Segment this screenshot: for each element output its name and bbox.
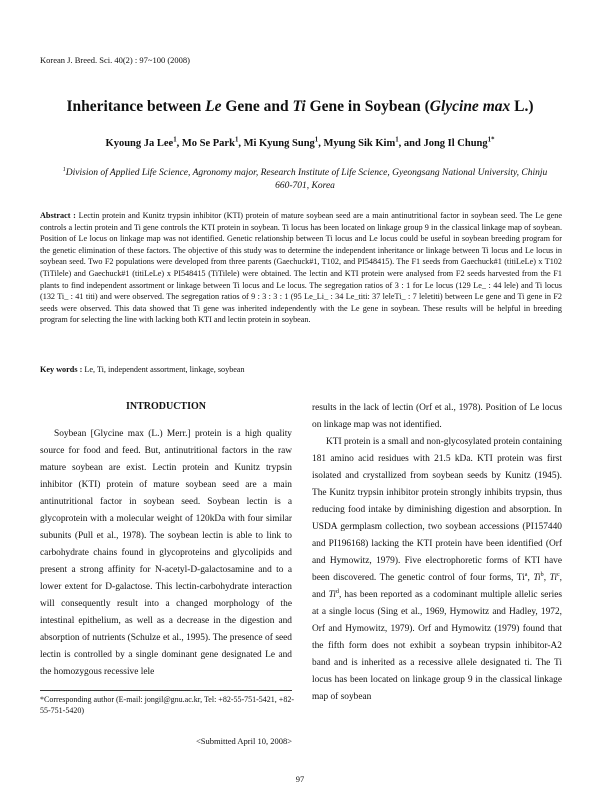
author-separator: , — [176, 138, 182, 149]
allele: Ti — [549, 573, 557, 583]
author-separator: , — [238, 138, 244, 149]
title-part: Gene and — [221, 98, 293, 115]
body-paragraph: KTI protein is a small and non-glycosylated protein containing 181 amino acid residues with 21.5 kDa. KTI protein was first isolated and crystallized from soybean seeds by Kunitz (1945). The Kunitz trypsin inhibitor protein strongly inhibits trypsin, thus reducing food intake by diminishing digestion and absorption. In USDA germplasm collection, two soybean accessions (PI157440 and PI196168) lacking the KTI protein have been identified (Orf and Hymowitz, 1979). Five electrophoretic forms of KTI have been discovered. The genetic control of four forms, Ti$^a$, Ti$^b$, Ti$^c$, and Ti$^d$, has been reported as a codominant multiple allelic series at a single locus (Sing et al., 1969, Hymowitz and Hadley, 1972, Orf and Hymowitz, 1979). Orf and Hymowitz (1979) found that the fifth form does not exhibit a soybean trypsin inhibitor-A2 band and is inherited as a recessive allele designated ti. The Ti locus has been located on linkage group 9 in the classical linkage map of soybean — [312, 437, 563, 702]
author-affil-mark: 1 — [234, 136, 239, 144]
abstract-text: Lectin protein and Kunitz trypsin inhibitor (KTI) protein of mature soybean seed are a main antinutritional factor in soybean seed. The Le gene controls a lectin protein and Ti gene controls the KTI protein in soybean. Ti locus has been located on linkage group 9 in the classical linkage map of soybean. Position of Le locus on linkage map was not identified. Genetic relationship between Ti locus and Le locus could be useful in soybean breeding program for the genetic elimination of these factors. The objective of this study was to determine the independent inheritance or linkage between Ti locus and Le locus in soybean seed. Two F2 populations were developed from three parents (Gaechuck#1, T102, and PI548415). The F1 seeds from Gaechuck#1 (titiLeLe) x T102 (TiTilele) and Gaechuck#1 (titiLeLe) x PI548415 (TiTilele) were obtained. The lectin and KTI protein were analysed from F2 seeds harvested from the F1 plants to find independent assortment or linkage between Ti locus and Le locus. The segregation ratios of 3 : 1 for Le locus (129 Le_ : 44 lele) and Ti locus (132 Ti_ : 41 titi) and were observed. The segregation ratios of 9 : 3 : 3 : 1 (95 Le_Li_ : 34 Le_titi: 37 leleTi_ : 7 leletiti) between Le gene and Ti gene in F2 seeds were observed. This data showed that Ti gene was inherited independently with the Le gene in soybean. These results will be helpful in breeding program for selecting the line with lacking both KTI and lectin protein in soybean. — [40, 211, 562, 325]
abstract-label: Abstract : — [40, 211, 79, 220]
allele-sup: c — [556, 571, 560, 578]
allele-sup: b — [540, 571, 544, 578]
keywords — [40, 365, 562, 374]
author-name: Mo Se Park — [181, 138, 235, 149]
affiliation-mark: 1 — [62, 166, 66, 173]
title-species: Glycine max — [429, 98, 511, 115]
title-part: L.) — [510, 98, 534, 115]
affiliation — [60, 167, 550, 193]
title-gene-le: Le — [205, 98, 222, 115]
title-part: Inheritance between — [66, 98, 206, 115]
author-name: Mi Kyung Sung — [243, 138, 315, 149]
title-part: Gene in Soybean ( — [305, 98, 430, 115]
journal-citation: Korean J. Breed. Sci. 40(2) : 97~100 (2008) — [40, 55, 191, 65]
author-separator: , — [318, 138, 324, 149]
abstract — [40, 210, 562, 326]
author-affil-mark: 1 — [314, 136, 319, 144]
body-paragraph: Soybean [Glycine max (L.) Merr.] protein is a high quality source for food and feed. But, antinutritional factors in the raw mature soybean are exist. Lectin protein and Kunitz trypsin inhibitor (KTI) protein of mature soybean seed are a main antinutritional factor in soybean seed. Soybean lectin is a glycoprotein with a molecular weight of 120kDa with four similar subunits (Pull et al., 1978). The soybean lectin is able to link to carbohydrate chains found in glycoproteins and glycolipids and present a strong affinity for N-acetyl-D-galactosamine and to a lower extent for D-galactose. This lectin-carbohydrate interaction will consequently result into a changed morphology of the intestinal epithelium, as well as a decrease in the digestion and absorption of nutrients (Schulze et al., 1995). The presence of seed lectin is controlled by a single dominant gene designated Le and the homozygous recessive lele — [40, 429, 292, 677]
paragraph-text: , has been reported as a codominant multiple allelic series at a single locus (Sing et al., 1969, Hymowitz and Hadley, 1972, Orf and Hymowitz, 1979). Orf and Hymowitz (1979) found that the fifth form does not exhibit a soybean trypsin inhibitor-A2 band and is inherited as a recessive allele designated ti. The Ti locus has been located on linkage group 9 in the classical linkage map of soybean — [312, 590, 563, 702]
author-affil-mark: 1* — [487, 136, 495, 144]
author-affil-mark: 1 — [395, 136, 399, 144]
affiliation-text: Division of Applied Life Science, Agronomy major, Research Institute of Life Science, Gyeongsang National University, Chinju 660-701, Korea — [65, 168, 548, 191]
author-name: Kyoung Ja Lee — [105, 138, 174, 149]
paper-title — [40, 98, 560, 116]
allele: Ti — [328, 590, 336, 600]
paragraph-text: KTI protein is a small and non-glycosylated protein containing 181 amino acid residues with 21.5 kDa. KTI protein was first isolated and crystallized from soybean seeds by Kunitz (1945). The Kunitz trypsin inhibitor protein strongly inhibits trypsin, thus reducing food intake by diminishing digestion and absorption. In USDA germplasm collection, two soybean accessions (PI157440 and PI196168) lacking the KTI protein have been identified (Orf and Hymowitz, 1979). Five electrophoretic forms of KTI have been discovered. The genetic control of four forms, Ti — [312, 437, 562, 583]
submission-date: <Submitted April 10, 2008> — [195, 736, 292, 746]
allele-sup: d — [335, 588, 339, 595]
allele-sup: a — [524, 571, 528, 578]
allele: Ti — [533, 573, 541, 583]
author-list — [40, 138, 560, 149]
author-name: Jong Il Chung — [423, 138, 488, 149]
corresponding-author-footnote: *Corresponding author (E-mail: jongil@gnu.ac.kr, Tel: +82-55-751-5421, +82-55-751-5420) — [40, 695, 294, 715]
left-column — [40, 400, 292, 681]
keywords-label: Key words : — [40, 365, 85, 374]
footnote-divider — [40, 690, 292, 691]
section-heading: INTRODUCTION — [125, 401, 206, 412]
author-name: Myung Sik Kim — [323, 138, 396, 149]
title-gene-ti: Ti — [292, 98, 306, 115]
body-paragraph: results in the lack of lectin (Orf et al., 1978). Position of Le locus on linkage map was not identified. — [312, 403, 562, 430]
keywords-text: Le, Ti, independent assortment, linkage, soybean — [84, 365, 245, 374]
author-separator: , and — [398, 138, 424, 149]
page-number: 97 — [295, 774, 305, 784]
right-column — [312, 400, 562, 706]
author-affil-mark: 1 — [173, 136, 177, 144]
